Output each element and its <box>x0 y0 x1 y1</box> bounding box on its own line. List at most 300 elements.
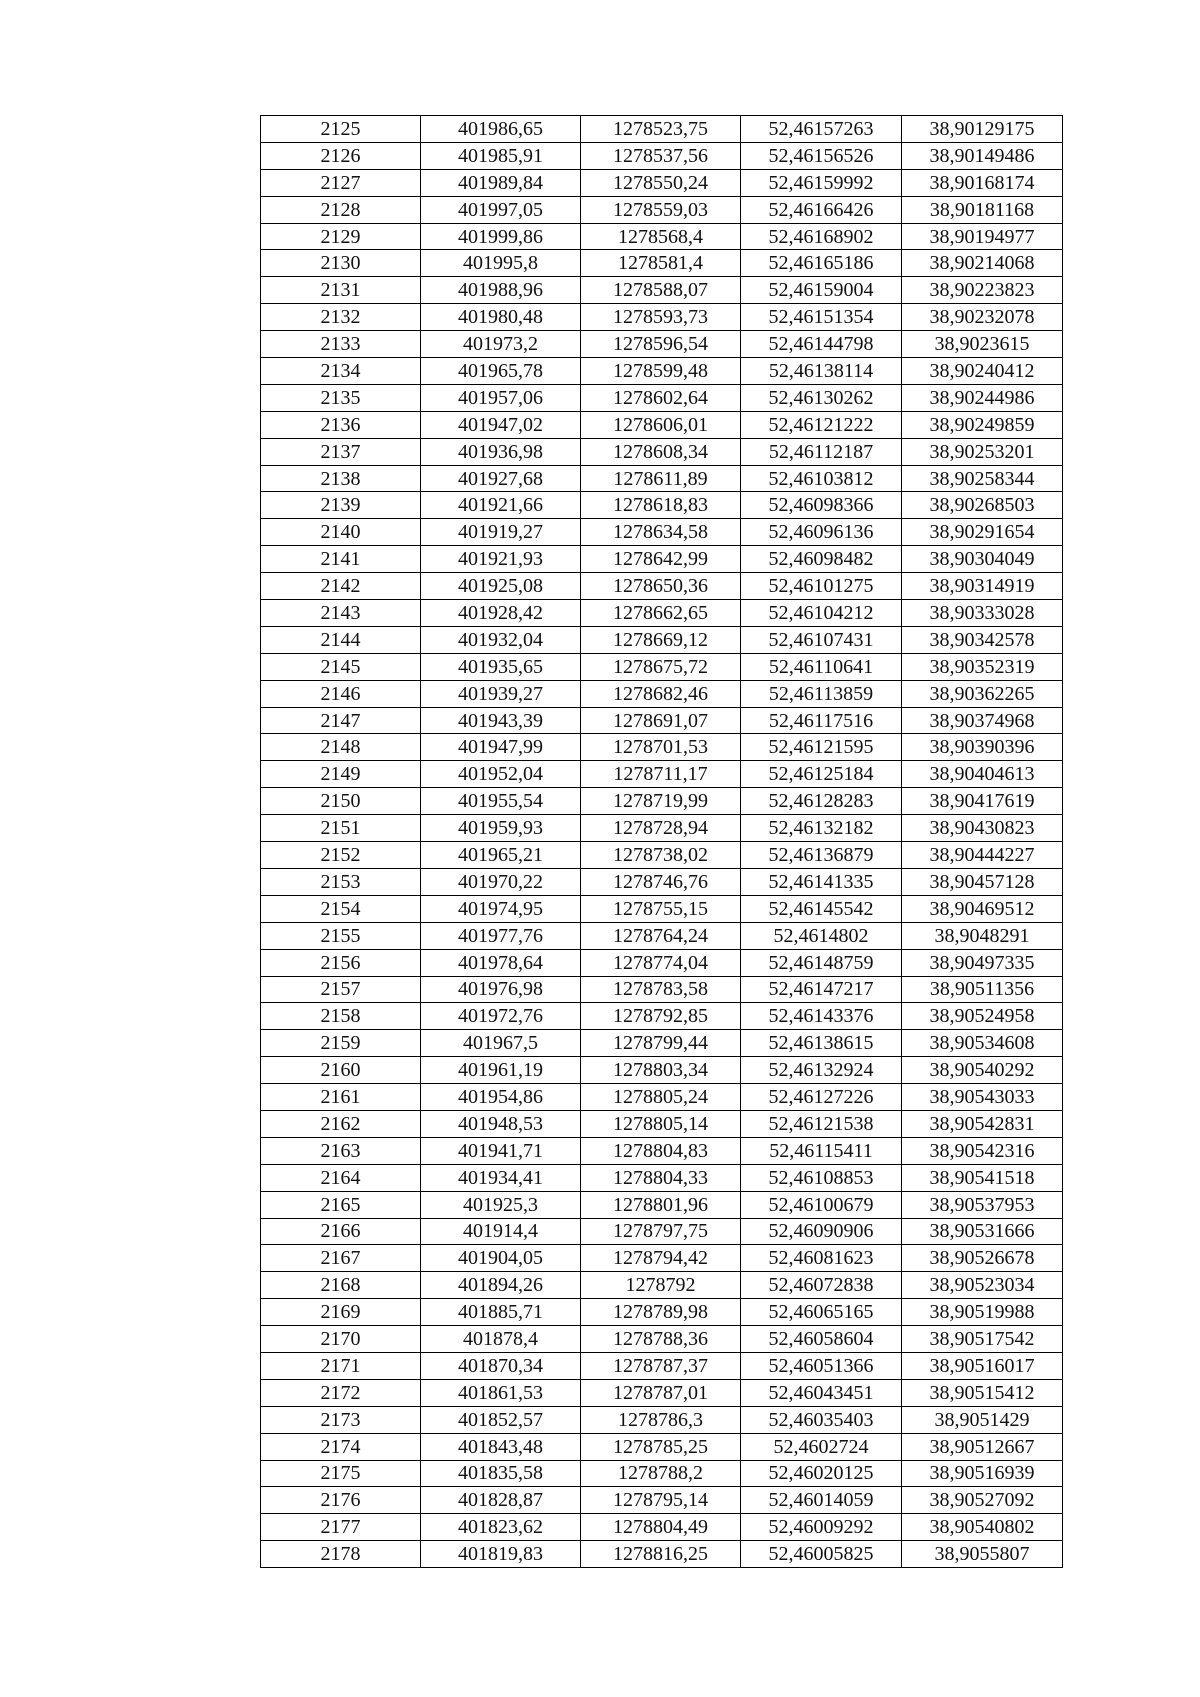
point-number-cell: 2133 <box>261 331 421 358</box>
table-row <box>261 1084 1063 1111</box>
point-number-cell: 2176 <box>261 1487 421 1514</box>
longitude-cell: 38,90542831 <box>902 1110 1063 1137</box>
table-row <box>261 304 1063 331</box>
table-row <box>261 1110 1063 1137</box>
latitude-cell: 52,46014059 <box>741 1487 902 1514</box>
table-row <box>261 680 1063 707</box>
point-number-cell: 2130 <box>261 250 421 277</box>
x-coordinate-cell: 401925,08 <box>421 573 581 600</box>
point-number-cell: 2146 <box>261 680 421 707</box>
latitude-cell: 52,46112187 <box>741 438 902 465</box>
x-coordinate-cell: 401935,65 <box>421 653 581 680</box>
point-number-cell: 2164 <box>261 1164 421 1191</box>
y-coordinate-cell: 1278794,42 <box>581 1245 741 1272</box>
x-coordinate-cell: 401952,04 <box>421 761 581 788</box>
table-row <box>261 358 1063 385</box>
point-number-cell: 2172 <box>261 1379 421 1406</box>
point-number-cell: 2148 <box>261 734 421 761</box>
longitude-cell: 38,90352319 <box>902 653 1063 680</box>
table-row <box>261 1218 1063 1245</box>
latitude-cell: 52,46136879 <box>741 842 902 869</box>
x-coordinate-cell: 401941,71 <box>421 1137 581 1164</box>
point-number-cell: 2125 <box>261 116 421 143</box>
longitude-cell: 38,90223823 <box>902 277 1063 304</box>
table-row <box>261 1326 1063 1353</box>
table-row <box>261 331 1063 358</box>
latitude-cell: 52,46159004 <box>741 277 902 304</box>
x-coordinate-cell: 401870,34 <box>421 1352 581 1379</box>
point-number-cell: 2135 <box>261 384 421 411</box>
x-coordinate-cell: 401819,83 <box>421 1541 581 1568</box>
latitude-cell: 52,46072838 <box>741 1272 902 1299</box>
longitude-cell: 38,90333028 <box>902 600 1063 627</box>
x-coordinate-cell: 401980,48 <box>421 304 581 331</box>
point-number-cell: 2157 <box>261 976 421 1003</box>
y-coordinate-cell: 1278669,12 <box>581 626 741 653</box>
y-coordinate-cell: 1278719,99 <box>581 788 741 815</box>
y-coordinate-cell: 1278801,96 <box>581 1191 741 1218</box>
x-coordinate-cell: 401978,64 <box>421 949 581 976</box>
y-coordinate-cell: 1278559,03 <box>581 196 741 223</box>
table-row <box>261 196 1063 223</box>
latitude-cell: 52,46132924 <box>741 1057 902 1084</box>
point-number-cell: 2174 <box>261 1433 421 1460</box>
y-coordinate-cell: 1278738,02 <box>581 842 741 869</box>
latitude-cell: 52,46090906 <box>741 1218 902 1245</box>
y-coordinate-cell: 1278602,64 <box>581 384 741 411</box>
latitude-cell: 52,46159992 <box>741 169 902 196</box>
point-number-cell: 2126 <box>261 142 421 169</box>
point-number-cell: 2171 <box>261 1352 421 1379</box>
latitude-cell: 52,46121222 <box>741 411 902 438</box>
y-coordinate-cell: 1278581,4 <box>581 250 741 277</box>
y-coordinate-cell: 1278596,54 <box>581 331 741 358</box>
table-row <box>261 949 1063 976</box>
table-row <box>261 250 1063 277</box>
longitude-cell: 38,90469512 <box>902 895 1063 922</box>
y-coordinate-cell: 1278795,14 <box>581 1487 741 1514</box>
table-row <box>261 922 1063 949</box>
table-row <box>261 573 1063 600</box>
x-coordinate-cell: 401835,58 <box>421 1460 581 1487</box>
longitude-cell: 38,90516939 <box>902 1460 1063 1487</box>
table-row <box>261 600 1063 627</box>
x-coordinate-cell: 401965,78 <box>421 358 581 385</box>
x-coordinate-cell: 401861,53 <box>421 1379 581 1406</box>
y-coordinate-cell: 1278711,17 <box>581 761 741 788</box>
table-row <box>261 1057 1063 1084</box>
y-coordinate-cell: 1278662,65 <box>581 600 741 627</box>
point-number-cell: 2139 <box>261 492 421 519</box>
longitude-cell: 38,90524958 <box>902 1003 1063 1030</box>
latitude-cell: 52,46009292 <box>741 1514 902 1541</box>
x-coordinate-cell: 401943,39 <box>421 707 581 734</box>
table-row <box>261 976 1063 1003</box>
latitude-cell: 52,46151354 <box>741 304 902 331</box>
x-coordinate-cell: 401989,84 <box>421 169 581 196</box>
latitude-cell: 52,46138114 <box>741 358 902 385</box>
x-coordinate-cell: 401934,41 <box>421 1164 581 1191</box>
longitude-cell: 38,90129175 <box>902 116 1063 143</box>
latitude-cell: 52,46005825 <box>741 1541 902 1568</box>
latitude-cell: 52,46081623 <box>741 1245 902 1272</box>
table-row <box>261 465 1063 492</box>
coordinates-table-body <box>261 116 1063 1568</box>
x-coordinate-cell: 401828,87 <box>421 1487 581 1514</box>
point-number-cell: 2160 <box>261 1057 421 1084</box>
point-number-cell: 2145 <box>261 653 421 680</box>
y-coordinate-cell: 1278816,25 <box>581 1541 741 1568</box>
y-coordinate-cell: 1278618,83 <box>581 492 741 519</box>
table-row <box>261 116 1063 143</box>
point-number-cell: 2143 <box>261 600 421 627</box>
longitude-cell: 38,90314919 <box>902 573 1063 600</box>
point-number-cell: 2153 <box>261 868 421 895</box>
point-number-cell: 2152 <box>261 842 421 869</box>
y-coordinate-cell: 1278523,75 <box>581 116 741 143</box>
longitude-cell: 38,90512667 <box>902 1433 1063 1460</box>
latitude-cell: 52,4602724 <box>741 1433 902 1460</box>
point-number-cell: 2161 <box>261 1084 421 1111</box>
latitude-cell: 52,46141335 <box>741 868 902 895</box>
longitude-cell: 38,90232078 <box>902 304 1063 331</box>
y-coordinate-cell: 1278774,04 <box>581 949 741 976</box>
latitude-cell: 52,46065165 <box>741 1299 902 1326</box>
y-coordinate-cell: 1278611,89 <box>581 465 741 492</box>
longitude-cell: 38,90249859 <box>902 411 1063 438</box>
table-row <box>261 1487 1063 1514</box>
point-number-cell: 2137 <box>261 438 421 465</box>
longitude-cell: 38,90542316 <box>902 1137 1063 1164</box>
longitude-cell: 38,90214068 <box>902 250 1063 277</box>
table-row <box>261 438 1063 465</box>
y-coordinate-cell: 1278746,76 <box>581 868 741 895</box>
table-row <box>261 1541 1063 1568</box>
longitude-cell: 38,90540292 <box>902 1057 1063 1084</box>
longitude-cell: 38,90304049 <box>902 546 1063 573</box>
x-coordinate-cell: 401965,21 <box>421 842 581 869</box>
latitude-cell: 52,46138615 <box>741 1030 902 1057</box>
latitude-cell: 52,46132182 <box>741 815 902 842</box>
point-number-cell: 2155 <box>261 922 421 949</box>
point-number-cell: 2134 <box>261 358 421 385</box>
table-row <box>261 626 1063 653</box>
latitude-cell: 52,46108853 <box>741 1164 902 1191</box>
y-coordinate-cell: 1278675,72 <box>581 653 741 680</box>
y-coordinate-cell: 1278804,33 <box>581 1164 741 1191</box>
latitude-cell: 52,46103812 <box>741 465 902 492</box>
point-number-cell: 2173 <box>261 1406 421 1433</box>
table-row <box>261 707 1063 734</box>
latitude-cell: 52,46098482 <box>741 546 902 573</box>
longitude-cell: 38,9023615 <box>902 331 1063 358</box>
table-row <box>261 1003 1063 1030</box>
x-coordinate-cell: 401878,4 <box>421 1326 581 1353</box>
longitude-cell: 38,90511356 <box>902 976 1063 1003</box>
y-coordinate-cell: 1278787,37 <box>581 1352 741 1379</box>
point-number-cell: 2127 <box>261 169 421 196</box>
x-coordinate-cell: 401885,71 <box>421 1299 581 1326</box>
latitude-cell: 52,46096136 <box>741 519 902 546</box>
longitude-cell: 38,90497335 <box>902 949 1063 976</box>
longitude-cell: 38,90258344 <box>902 465 1063 492</box>
y-coordinate-cell: 1278568,4 <box>581 223 741 250</box>
point-number-cell: 2170 <box>261 1326 421 1353</box>
latitude-cell: 52,46020125 <box>741 1460 902 1487</box>
x-coordinate-cell: 401928,42 <box>421 600 581 627</box>
x-coordinate-cell: 401948,53 <box>421 1110 581 1137</box>
x-coordinate-cell: 401939,27 <box>421 680 581 707</box>
table-row <box>261 1030 1063 1057</box>
x-coordinate-cell: 401955,54 <box>421 788 581 815</box>
y-coordinate-cell: 1278783,58 <box>581 976 741 1003</box>
x-coordinate-cell: 401904,05 <box>421 1245 581 1272</box>
longitude-cell: 38,90541518 <box>902 1164 1063 1191</box>
latitude-cell: 52,46051366 <box>741 1352 902 1379</box>
y-coordinate-cell: 1278650,36 <box>581 573 741 600</box>
y-coordinate-cell: 1278792 <box>581 1272 741 1299</box>
x-coordinate-cell: 401843,48 <box>421 1433 581 1460</box>
table-row <box>261 546 1063 573</box>
x-coordinate-cell: 401970,22 <box>421 868 581 895</box>
latitude-cell: 52,46145542 <box>741 895 902 922</box>
latitude-cell: 52,46104212 <box>741 600 902 627</box>
point-number-cell: 2141 <box>261 546 421 573</box>
longitude-cell: 38,90149486 <box>902 142 1063 169</box>
x-coordinate-cell: 401914,4 <box>421 1218 581 1245</box>
latitude-cell: 52,46130262 <box>741 384 902 411</box>
table-row <box>261 1137 1063 1164</box>
longitude-cell: 38,90519988 <box>902 1299 1063 1326</box>
x-coordinate-cell: 401986,65 <box>421 116 581 143</box>
longitude-cell: 38,90168174 <box>902 169 1063 196</box>
latitude-cell: 52,4614802 <box>741 922 902 949</box>
y-coordinate-cell: 1278805,24 <box>581 1084 741 1111</box>
x-coordinate-cell: 401988,96 <box>421 277 581 304</box>
table-row <box>261 1514 1063 1541</box>
y-coordinate-cell: 1278682,46 <box>581 680 741 707</box>
point-number-cell: 2142 <box>261 573 421 600</box>
y-coordinate-cell: 1278787,01 <box>581 1379 741 1406</box>
table-row <box>261 411 1063 438</box>
x-coordinate-cell: 401947,99 <box>421 734 581 761</box>
latitude-cell: 52,46143376 <box>741 1003 902 1030</box>
x-coordinate-cell: 401921,93 <box>421 546 581 573</box>
longitude-cell: 38,90404613 <box>902 761 1063 788</box>
y-coordinate-cell: 1278593,73 <box>581 304 741 331</box>
y-coordinate-cell: 1278805,14 <box>581 1110 741 1137</box>
x-coordinate-cell: 401957,06 <box>421 384 581 411</box>
longitude-cell: 38,90194977 <box>902 223 1063 250</box>
point-number-cell: 2178 <box>261 1541 421 1568</box>
longitude-cell: 38,90543033 <box>902 1084 1063 1111</box>
table-row <box>261 815 1063 842</box>
point-number-cell: 2156 <box>261 949 421 976</box>
latitude-cell: 52,46098366 <box>741 492 902 519</box>
longitude-cell: 38,90390396 <box>902 734 1063 761</box>
table-row <box>261 1191 1063 1218</box>
table-row <box>261 895 1063 922</box>
table-row <box>261 1164 1063 1191</box>
point-number-cell: 2151 <box>261 815 421 842</box>
point-number-cell: 2168 <box>261 1272 421 1299</box>
y-coordinate-cell: 1278608,34 <box>581 438 741 465</box>
point-number-cell: 2167 <box>261 1245 421 1272</box>
point-number-cell: 2149 <box>261 761 421 788</box>
latitude-cell: 52,46107431 <box>741 626 902 653</box>
y-coordinate-cell: 1278728,94 <box>581 815 741 842</box>
x-coordinate-cell: 401974,95 <box>421 895 581 922</box>
longitude-cell: 38,90362265 <box>902 680 1063 707</box>
y-coordinate-cell: 1278788,2 <box>581 1460 741 1487</box>
table-row <box>261 1379 1063 1406</box>
point-number-cell: 2169 <box>261 1299 421 1326</box>
point-number-cell: 2144 <box>261 626 421 653</box>
table-row <box>261 223 1063 250</box>
x-coordinate-cell: 401894,26 <box>421 1272 581 1299</box>
point-number-cell: 2147 <box>261 707 421 734</box>
x-coordinate-cell: 401927,68 <box>421 465 581 492</box>
point-number-cell: 2158 <box>261 1003 421 1030</box>
y-coordinate-cell: 1278785,25 <box>581 1433 741 1460</box>
table-row <box>261 842 1063 869</box>
point-number-cell: 2177 <box>261 1514 421 1541</box>
table-row <box>261 761 1063 788</box>
x-coordinate-cell: 401936,98 <box>421 438 581 465</box>
x-coordinate-cell: 401947,02 <box>421 411 581 438</box>
latitude-cell: 52,46115411 <box>741 1137 902 1164</box>
longitude-cell: 38,90516017 <box>902 1352 1063 1379</box>
table-row <box>261 1460 1063 1487</box>
longitude-cell: 38,90527092 <box>902 1487 1063 1514</box>
table-row <box>261 142 1063 169</box>
y-coordinate-cell: 1278691,07 <box>581 707 741 734</box>
longitude-cell: 38,90342578 <box>902 626 1063 653</box>
y-coordinate-cell: 1278804,83 <box>581 1137 741 1164</box>
point-number-cell: 2154 <box>261 895 421 922</box>
point-number-cell: 2163 <box>261 1137 421 1164</box>
latitude-cell: 52,46101275 <box>741 573 902 600</box>
x-coordinate-cell: 401999,86 <box>421 223 581 250</box>
table-row <box>261 868 1063 895</box>
latitude-cell: 52,46125184 <box>741 761 902 788</box>
latitude-cell: 52,46144798 <box>741 331 902 358</box>
latitude-cell: 52,46127226 <box>741 1084 902 1111</box>
longitude-cell: 38,90244986 <box>902 384 1063 411</box>
table-row <box>261 653 1063 680</box>
latitude-cell: 52,46168902 <box>741 223 902 250</box>
latitude-cell: 52,46156526 <box>741 142 902 169</box>
longitude-cell: 38,90523034 <box>902 1272 1063 1299</box>
longitude-cell: 38,90534608 <box>902 1030 1063 1057</box>
longitude-cell: 38,90374968 <box>902 707 1063 734</box>
point-number-cell: 2136 <box>261 411 421 438</box>
x-coordinate-cell: 401995,8 <box>421 250 581 277</box>
longitude-cell: 38,90240412 <box>902 358 1063 385</box>
point-number-cell: 2175 <box>261 1460 421 1487</box>
x-coordinate-cell: 401823,62 <box>421 1514 581 1541</box>
longitude-cell: 38,90253201 <box>902 438 1063 465</box>
longitude-cell: 38,90517542 <box>902 1326 1063 1353</box>
point-number-cell: 2166 <box>261 1218 421 1245</box>
point-number-cell: 2165 <box>261 1191 421 1218</box>
y-coordinate-cell: 1278804,49 <box>581 1514 741 1541</box>
latitude-cell: 52,46121595 <box>741 734 902 761</box>
latitude-cell: 52,46035403 <box>741 1406 902 1433</box>
y-coordinate-cell: 1278537,56 <box>581 142 741 169</box>
latitude-cell: 52,46147217 <box>741 976 902 1003</box>
point-number-cell: 2132 <box>261 304 421 331</box>
x-coordinate-cell: 401997,05 <box>421 196 581 223</box>
table-row <box>261 788 1063 815</box>
table-row <box>261 519 1063 546</box>
longitude-cell: 38,90526678 <box>902 1245 1063 1272</box>
latitude-cell: 52,46121538 <box>741 1110 902 1137</box>
longitude-cell: 38,90268503 <box>902 492 1063 519</box>
longitude-cell: 38,90430823 <box>902 815 1063 842</box>
y-coordinate-cell: 1278789,98 <box>581 1299 741 1326</box>
y-coordinate-cell: 1278755,15 <box>581 895 741 922</box>
table-row <box>261 1272 1063 1299</box>
y-coordinate-cell: 1278642,99 <box>581 546 741 573</box>
x-coordinate-cell: 401977,76 <box>421 922 581 949</box>
longitude-cell: 38,9055807 <box>902 1541 1063 1568</box>
latitude-cell: 52,46165186 <box>741 250 902 277</box>
y-coordinate-cell: 1278701,53 <box>581 734 741 761</box>
longitude-cell: 38,9048291 <box>902 922 1063 949</box>
x-coordinate-cell: 401985,91 <box>421 142 581 169</box>
point-number-cell: 2129 <box>261 223 421 250</box>
longitude-cell: 38,90181168 <box>902 196 1063 223</box>
table-row <box>261 169 1063 196</box>
y-coordinate-cell: 1278799,44 <box>581 1030 741 1057</box>
table-row <box>261 1433 1063 1460</box>
table-row <box>261 1352 1063 1379</box>
y-coordinate-cell: 1278588,07 <box>581 277 741 304</box>
longitude-cell: 38,90457128 <box>902 868 1063 895</box>
latitude-cell: 52,46100679 <box>741 1191 902 1218</box>
latitude-cell: 52,46128283 <box>741 788 902 815</box>
y-coordinate-cell: 1278599,48 <box>581 358 741 385</box>
y-coordinate-cell: 1278792,85 <box>581 1003 741 1030</box>
x-coordinate-cell: 401919,27 <box>421 519 581 546</box>
y-coordinate-cell: 1278788,36 <box>581 1326 741 1353</box>
point-number-cell: 2131 <box>261 277 421 304</box>
point-number-cell: 2138 <box>261 465 421 492</box>
latitude-cell: 52,46166426 <box>741 196 902 223</box>
y-coordinate-cell: 1278803,34 <box>581 1057 741 1084</box>
latitude-cell: 52,46157263 <box>741 116 902 143</box>
latitude-cell: 52,46117516 <box>741 707 902 734</box>
latitude-cell: 52,46148759 <box>741 949 902 976</box>
point-number-cell: 2159 <box>261 1030 421 1057</box>
y-coordinate-cell: 1278634,58 <box>581 519 741 546</box>
x-coordinate-cell: 401967,5 <box>421 1030 581 1057</box>
longitude-cell: 38,9051429 <box>902 1406 1063 1433</box>
x-coordinate-cell: 401976,98 <box>421 976 581 1003</box>
x-coordinate-cell: 401932,04 <box>421 626 581 653</box>
table-row <box>261 1299 1063 1326</box>
point-number-cell: 2128 <box>261 196 421 223</box>
longitude-cell: 38,90540802 <box>902 1514 1063 1541</box>
point-number-cell: 2140 <box>261 519 421 546</box>
x-coordinate-cell: 401852,57 <box>421 1406 581 1433</box>
coordinates-table <box>260 115 1063 1568</box>
point-number-cell: 2150 <box>261 788 421 815</box>
table-row <box>261 492 1063 519</box>
latitude-cell: 52,46058604 <box>741 1326 902 1353</box>
longitude-cell: 38,90537953 <box>902 1191 1063 1218</box>
